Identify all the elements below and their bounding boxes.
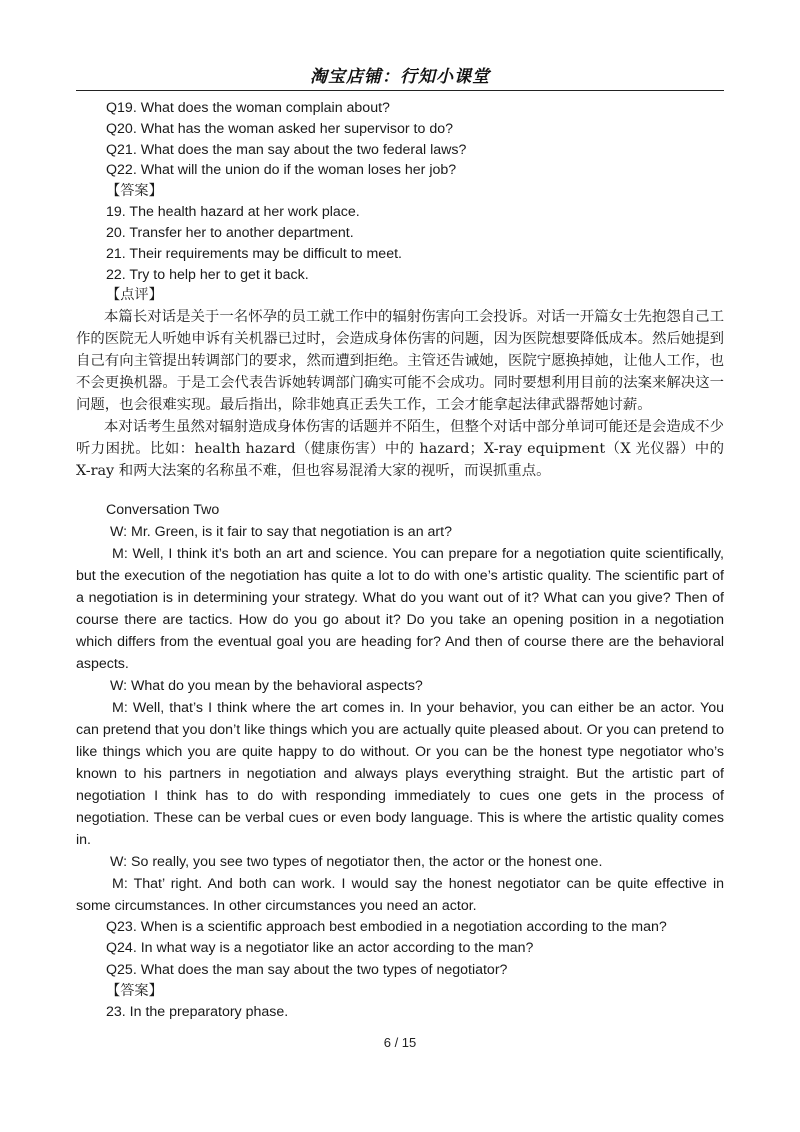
question-20: Q20. What has the woman asked her supervisor to do? (106, 120, 453, 137)
page-number: 6 / 15 (383, 1035, 417, 1050)
dialogue-line-5: W: So really, you see two types of negotiator then, the actor or the honest one. (110, 854, 603, 871)
question-24: Q24. In what way is a negotiator like an actor according to the man? (106, 940, 534, 957)
dialogue-line-1: W: Mr. Green, is it fair to say that negotiation is an art? (110, 524, 452, 541)
question-19: Q19. What does the woman complain about? (106, 100, 390, 116)
answer-label: 【答案】 (106, 183, 163, 200)
question-23: Q23. When is a scientific approach best embodied in a negotiation according to the man? (106, 919, 667, 936)
conversation-title: Conversation Two (106, 502, 220, 519)
document-body (76, 98, 724, 1023)
answer-23: 23. In the preparatory phase. (106, 1003, 289, 1020)
comment-paragraph-2: 本对话考生虽然对辐射造成身体伤害的话题并不陌生，但整个对话中部分单词可能还是会造成不少听力困扰。比如：health hazard（健康伤害）中的 hazard；X-ray equipment（X 光仪器）中的 X-ray 和两大法案的名称虽不难，但也容易混淆大家的视听，而误抓重点。 (76, 419, 724, 480)
question-22: Q22. What will the union do if the woman loses her job? (106, 162, 457, 179)
question-25: Q25. What does the man say about the two types of negotiator? (106, 961, 508, 978)
dialogue-line-6: M: That’ right. And both can work. I would say the honest negotiator can be quite effective in some circumstances. In other circumstances you need an actor. (76, 876, 724, 915)
question-21: Q21. What does the man say about the two federal laws? (106, 141, 467, 158)
dialogue-line-3: W: What do you mean by the behavioral aspects? (110, 678, 423, 695)
comment-label: 【点评】 (106, 287, 163, 304)
answer-label-2: 【答案】 (106, 982, 163, 999)
answer-22: 22. Try to help her to get it back. (106, 266, 309, 283)
answer-21: 21. Their requirements may be difficult to meet. (106, 245, 402, 262)
page-header-title: 淘宝店铺：行知小课堂 (310, 67, 490, 87)
answer-20: 20. Transfer her to another department. (106, 224, 354, 241)
answer-19: 19. The health hazard at her work place. (106, 204, 360, 221)
dialogue-line-2: M: Well, I think it’s both an art and science. You can prepare for a negotiation quite scientifically, but the execution of the negotiation has quite a lot to do with one’s artistic quality. The scientific part of a negotiation is in determining your strategy. What do you want out of it? What can you give? Then of course there are tactics. How do you go about it? Do you take an opening position in a negotiation which differs from the eventual goal you are heading for? And then of course there are the behavioral aspects. (76, 546, 724, 673)
header-divider (76, 90, 724, 91)
comment-paragraph-1: 本篇长对话是关于一名怀孕的员工就工作中的辐射伤害向工会投诉。对话一开篇女士先抱怨自己工作的医院无人听她申诉有关机器已过时，会造成身体伤害的问题，因为医院想要降低成本。然后她提到自己有向主管提出转调部门的要求，然而遭到拒绝。主管还告诫她，医院宁愿换掉她，让他人工作，也不会更换机器。于是工会代表告诉她转调部门确实可能不会成功。同时要想利用目前的法案来解决这一问题，也会很难实现。最后指出，除非她真正丢失工作，工会才能拿起法律武器帮她讨薪。 (76, 309, 724, 414)
dialogue-line-4: M: Well, that’s I think where the art comes in. In your behavior, you can either be an actor. You can pretend that you don’t like things which you are actually quite pleased about. Or you can pretend to like things which you are quite happy to do without. Or you can be the honest type negotiator who’s known to his partners in negotiation and always plays everything straight. But the artistic part of negotiation I think has to do with responding immediately to cues one gets in the process of negotiation. These can be verbal cues or even body language. This is where the artistic quality comes in. (76, 700, 724, 849)
section-spacer (76, 482, 724, 494)
